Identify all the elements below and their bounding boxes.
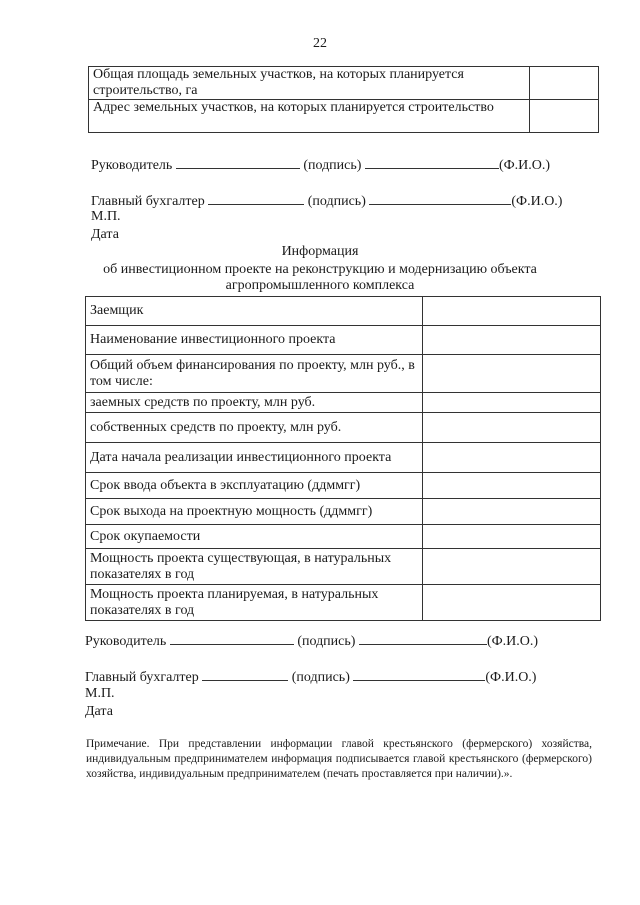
info-subtitle: об инвестиционном проекте на реконструкцию и модернизацию объекта [103,262,537,277]
stamp-label: М.П. [85,686,115,701]
date-label: Дата [85,704,113,719]
table-cell-value[interactable] [423,443,601,473]
table-row [89,100,599,133]
head-name-field[interactable] [365,156,499,169]
table-cell-value[interactable] [530,67,599,100]
investment-info-table [85,296,601,621]
table-cell-value[interactable] [423,413,601,443]
table-cell-label: Общий объем финансирования по проекту, млн руб., в том числе: [86,355,423,393]
head-label: Руководитель [91,158,173,173]
page-number: 22 [313,36,327,51]
head-signature-line [85,632,538,650]
table-cell-value[interactable] [423,355,601,393]
table-cell-label: Дата начала реализации инвестиционного проекта [86,443,423,473]
table-row [86,393,601,413]
signature-label: (подпись) [307,194,366,209]
table-row [86,473,601,499]
table-row [86,499,601,525]
table-cell-value[interactable] [423,585,601,621]
table-cell-label: собственных средств по проекту, млн руб. [86,413,423,443]
table-row [86,549,601,585]
table-cell-value[interactable] [423,473,601,499]
table-row [86,585,601,621]
table-cell-value[interactable] [423,525,601,549]
accountant-signature-field[interactable] [208,192,304,205]
table-row [86,355,601,393]
head-label: Руководитель [85,634,167,649]
table-row [86,297,601,326]
name-label: (Ф.И.О.) [485,670,537,685]
table-cell-label: Мощность проекта планируемая, в натуральных показателях в год [86,585,423,621]
head-signature-line [91,156,550,174]
head-signature-field[interactable] [170,632,294,645]
accountant-label: Главный бухгалтер [91,194,205,209]
accountant-name-field[interactable] [353,668,485,681]
accountant-signature-line [85,668,536,686]
table-cell-value[interactable] [423,326,601,355]
accountant-name-field[interactable] [369,192,511,205]
head-name-field[interactable] [359,632,487,645]
table-row [86,525,601,549]
info-subtitle-2: агропромышленного комплекса [225,278,415,293]
accountant-signature-field[interactable] [202,668,288,681]
table-cell-label: Наименование инвестиционного проекта [86,326,423,355]
table-row [86,413,601,443]
signature-label: (подпись) [297,634,356,649]
table-cell-label: заемных средств по проекту, млн руб. [86,393,423,413]
signature-label: (подпись) [291,670,350,685]
head-signature-field[interactable] [176,156,300,169]
table-cell-label: Заемщик [86,297,423,326]
table-row [89,67,599,100]
table-cell-value[interactable] [423,549,601,585]
table-cell-label: Срок окупаемости [86,525,423,549]
signature-label: (подпись) [303,158,362,173]
table-cell-value[interactable] [530,100,599,133]
table-cell-value[interactable] [423,499,601,525]
footnote: Примечание. При представлении информации главой крестьянского (фермерского) хозяйства, индивидуальным предпринимателем информация подписывается главой крестьянского (фермерского) хозяйства, индивидуальным предпринимателем (печать проставляется при наличии).». [86,738,592,780]
table-cell-label: Мощность проекта существующая, в натуральных показателях в год [86,549,423,585]
stamp-label: М.П. [91,209,121,224]
table-cell-value[interactable] [423,393,601,413]
name-label: (Ф.И.О.) [511,194,563,209]
info-title: Информация [281,244,359,259]
table-row [86,443,601,473]
table-row [86,326,601,355]
table-cell-label: Срок ввода объекта в эксплуатацию (ддммгг) [86,473,423,499]
table-cell-label: Адрес земельных участков, на которых планируется строительство [89,100,530,133]
date-label: Дата [91,227,119,242]
table-cell-value[interactable] [423,297,601,326]
accountant-label: Главный бухгалтер [85,670,199,685]
name-label: (Ф.И.О.) [486,634,539,649]
name-label: (Ф.И.О.) [498,158,551,173]
land-plots-table [88,66,599,133]
table-cell-label: Срок выхода на проектную мощность (ддммгг) [86,499,423,525]
accountant-signature-line [91,192,562,210]
table-cell-label: Общая площадь земельных участков, на которых планируется строительство, га [89,67,530,100]
